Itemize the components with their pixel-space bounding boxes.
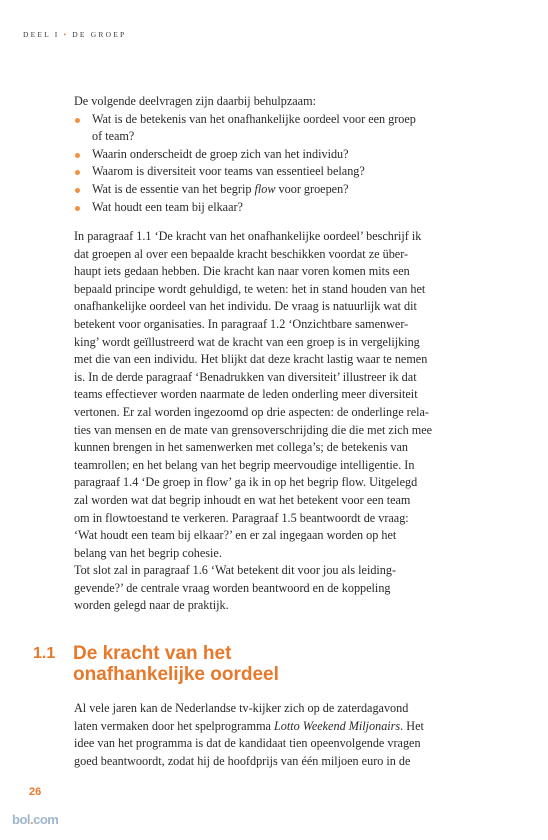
- overview-text-line: ties van mensen en de mate van grensoverschrijding die die met zich mee: [74, 422, 433, 437]
- subquestion-text: Wat is de essentie van het begrip: [92, 181, 255, 196]
- subquestion-item: [74, 111, 454, 146]
- section-text: [74, 700, 454, 770]
- overview-text-line: bepaald principe wordt gehuldigd, te weten: het in stand houden van het: [74, 281, 426, 296]
- subquestion-item: [74, 199, 454, 217]
- intro-lead: De volgende deelvragen zijn daarbij behulpzaam:: [74, 94, 316, 108]
- section-text-segment: laten vermaken door het spelprogramma: [74, 718, 275, 733]
- overview-text-line: ‘Wat houdt een team bij elkaar?’ en er zal ingegaan worden op het: [74, 528, 397, 543]
- bullet-icon: [75, 153, 80, 158]
- overview-text-line: met die van een individu. Het blijkt dat deze kracht lastig waar te nemen: [74, 352, 428, 367]
- subquestion-text: Waarin onderscheidt de groep zich van het individu?: [92, 146, 349, 161]
- subquestion-list: [74, 111, 454, 217]
- overview-text: [74, 228, 454, 615]
- watermark-text-left: bol: [12, 812, 30, 827]
- overview-text-line: haupt iets gedaan hebben. Die kracht kan naar voren komen mits een: [74, 264, 410, 279]
- watermark-logo: [12, 812, 58, 827]
- page-number: 26: [29, 786, 42, 798]
- bullet-icon: [75, 170, 80, 175]
- overview-text-line: zal worden wat dat begrip inhoudt en wat het betekent voor een team: [74, 492, 411, 507]
- bullet-icon: [75, 206, 80, 211]
- subquestion-text-end: voor groepen?: [275, 181, 349, 196]
- bullet-icon: [75, 118, 80, 123]
- intro-block: [74, 93, 454, 216]
- overview-text-line: om in flowtoestand te verkeren. Paragraaf 1.5 beantwoordt de vraag:: [74, 510, 409, 525]
- section-text-segment: . Het: [400, 718, 424, 733]
- overview-paragraph: [74, 228, 454, 615]
- running-head-separator: •: [63, 30, 69, 39]
- program-title: Lotto Weekend Miljonairs: [274, 718, 401, 733]
- section-text-line: idee van het programma is dat de kandidaat tien opeenvolgende vragen: [74, 736, 421, 751]
- overview-text-line: vertonen. Er zal worden ingezoomd op drie aspecten: de onderlinge rela-: [74, 404, 429, 419]
- overview-text-line: Tot slot zal in paragraaf 1.6 ‘Wat betekent dit voor jou als leiding-: [74, 563, 397, 578]
- overview-text-line: gevende?’ de centrale vraag worden beantwoord en de koppeling: [74, 580, 391, 595]
- overview-text-line: king’ wordt geïllustreerd wat de kracht van een groep is in vergelijking: [74, 334, 420, 349]
- section-text-line: goed beantwoordt, zodat hij de hoofdprijs van één miljoen euro in de: [74, 753, 411, 768]
- overview-text-line: In paragraaf 1.1 ‘De kracht van het onafhankelijke oordeel’ beschrijf ik: [74, 229, 422, 243]
- overview-text-line: onafhankelijke oordeel van het individu. De vraag is natuurlijk wat dit: [74, 299, 417, 314]
- watermark-text-right: com: [33, 812, 59, 827]
- section-number: 1.1: [33, 645, 56, 662]
- subquestion-item: [74, 146, 454, 164]
- overview-text-line: worden gelegd naar de praktijk.: [74, 598, 229, 613]
- overview-text-line: betekent voor organisaties. In paragraaf 1.2 ‘Onzichtbare samenwer-: [74, 316, 409, 331]
- overview-text-line: paragraaf 1.4 ‘De groep in flow’ ga ik in op het begrip flow. Uitgelegd: [74, 475, 418, 490]
- subquestion-text: Wat houdt een team bij elkaar?: [92, 199, 243, 214]
- subquestion-text: Waarom is diversiteit voor teams van essentieel belang?: [92, 164, 365, 179]
- subquestion-text: Wat is de betekenis van het onafhankelijke oordeel voor een groep: [92, 111, 416, 126]
- section-title-line2: onafhankelijke oordeel: [73, 664, 279, 685]
- subquestion-item: [74, 181, 454, 199]
- overview-text-line: teamrollen; en het belang van het begrip meervoudige intelligentie. In: [74, 457, 415, 472]
- overview-text-line: dat groepen al over een bepaalde kracht beschikken voordat ze über-: [74, 246, 409, 261]
- section-paragraph: [74, 700, 454, 770]
- overview-text-line: kunnen brengen in het samenwerken met collega’s; de betekenis van: [74, 440, 409, 455]
- subquestion-text-cont: of team?: [92, 129, 135, 144]
- section-text-line: [74, 718, 454, 736]
- section-title: [73, 643, 433, 685]
- bullet-icon: [75, 188, 80, 193]
- overview-text-line: teams effectiever worden naarmate de leden onderling meer diversiteit: [74, 387, 418, 402]
- section-title-line1: De kracht van het: [73, 643, 232, 664]
- subquestion-emphasis: flow: [254, 181, 276, 196]
- running-head: [23, 30, 126, 39]
- overview-text-line: belang van het begrip cohesie.: [74, 545, 222, 560]
- overview-text-line: is. In de derde paragraaf ‘Benadrukken van diversiteit’ illustreer ik dat: [74, 369, 417, 384]
- subquestion-item: [74, 163, 454, 181]
- running-head-part: DEEL I: [23, 30, 60, 39]
- watermark-dot: .: [30, 812, 34, 827]
- running-head-chapter: DE GROEP: [72, 30, 127, 39]
- section-text-line: Al vele jaren kan de Nederlandse tv-kijker zich op de zaterdagavond: [74, 701, 409, 715]
